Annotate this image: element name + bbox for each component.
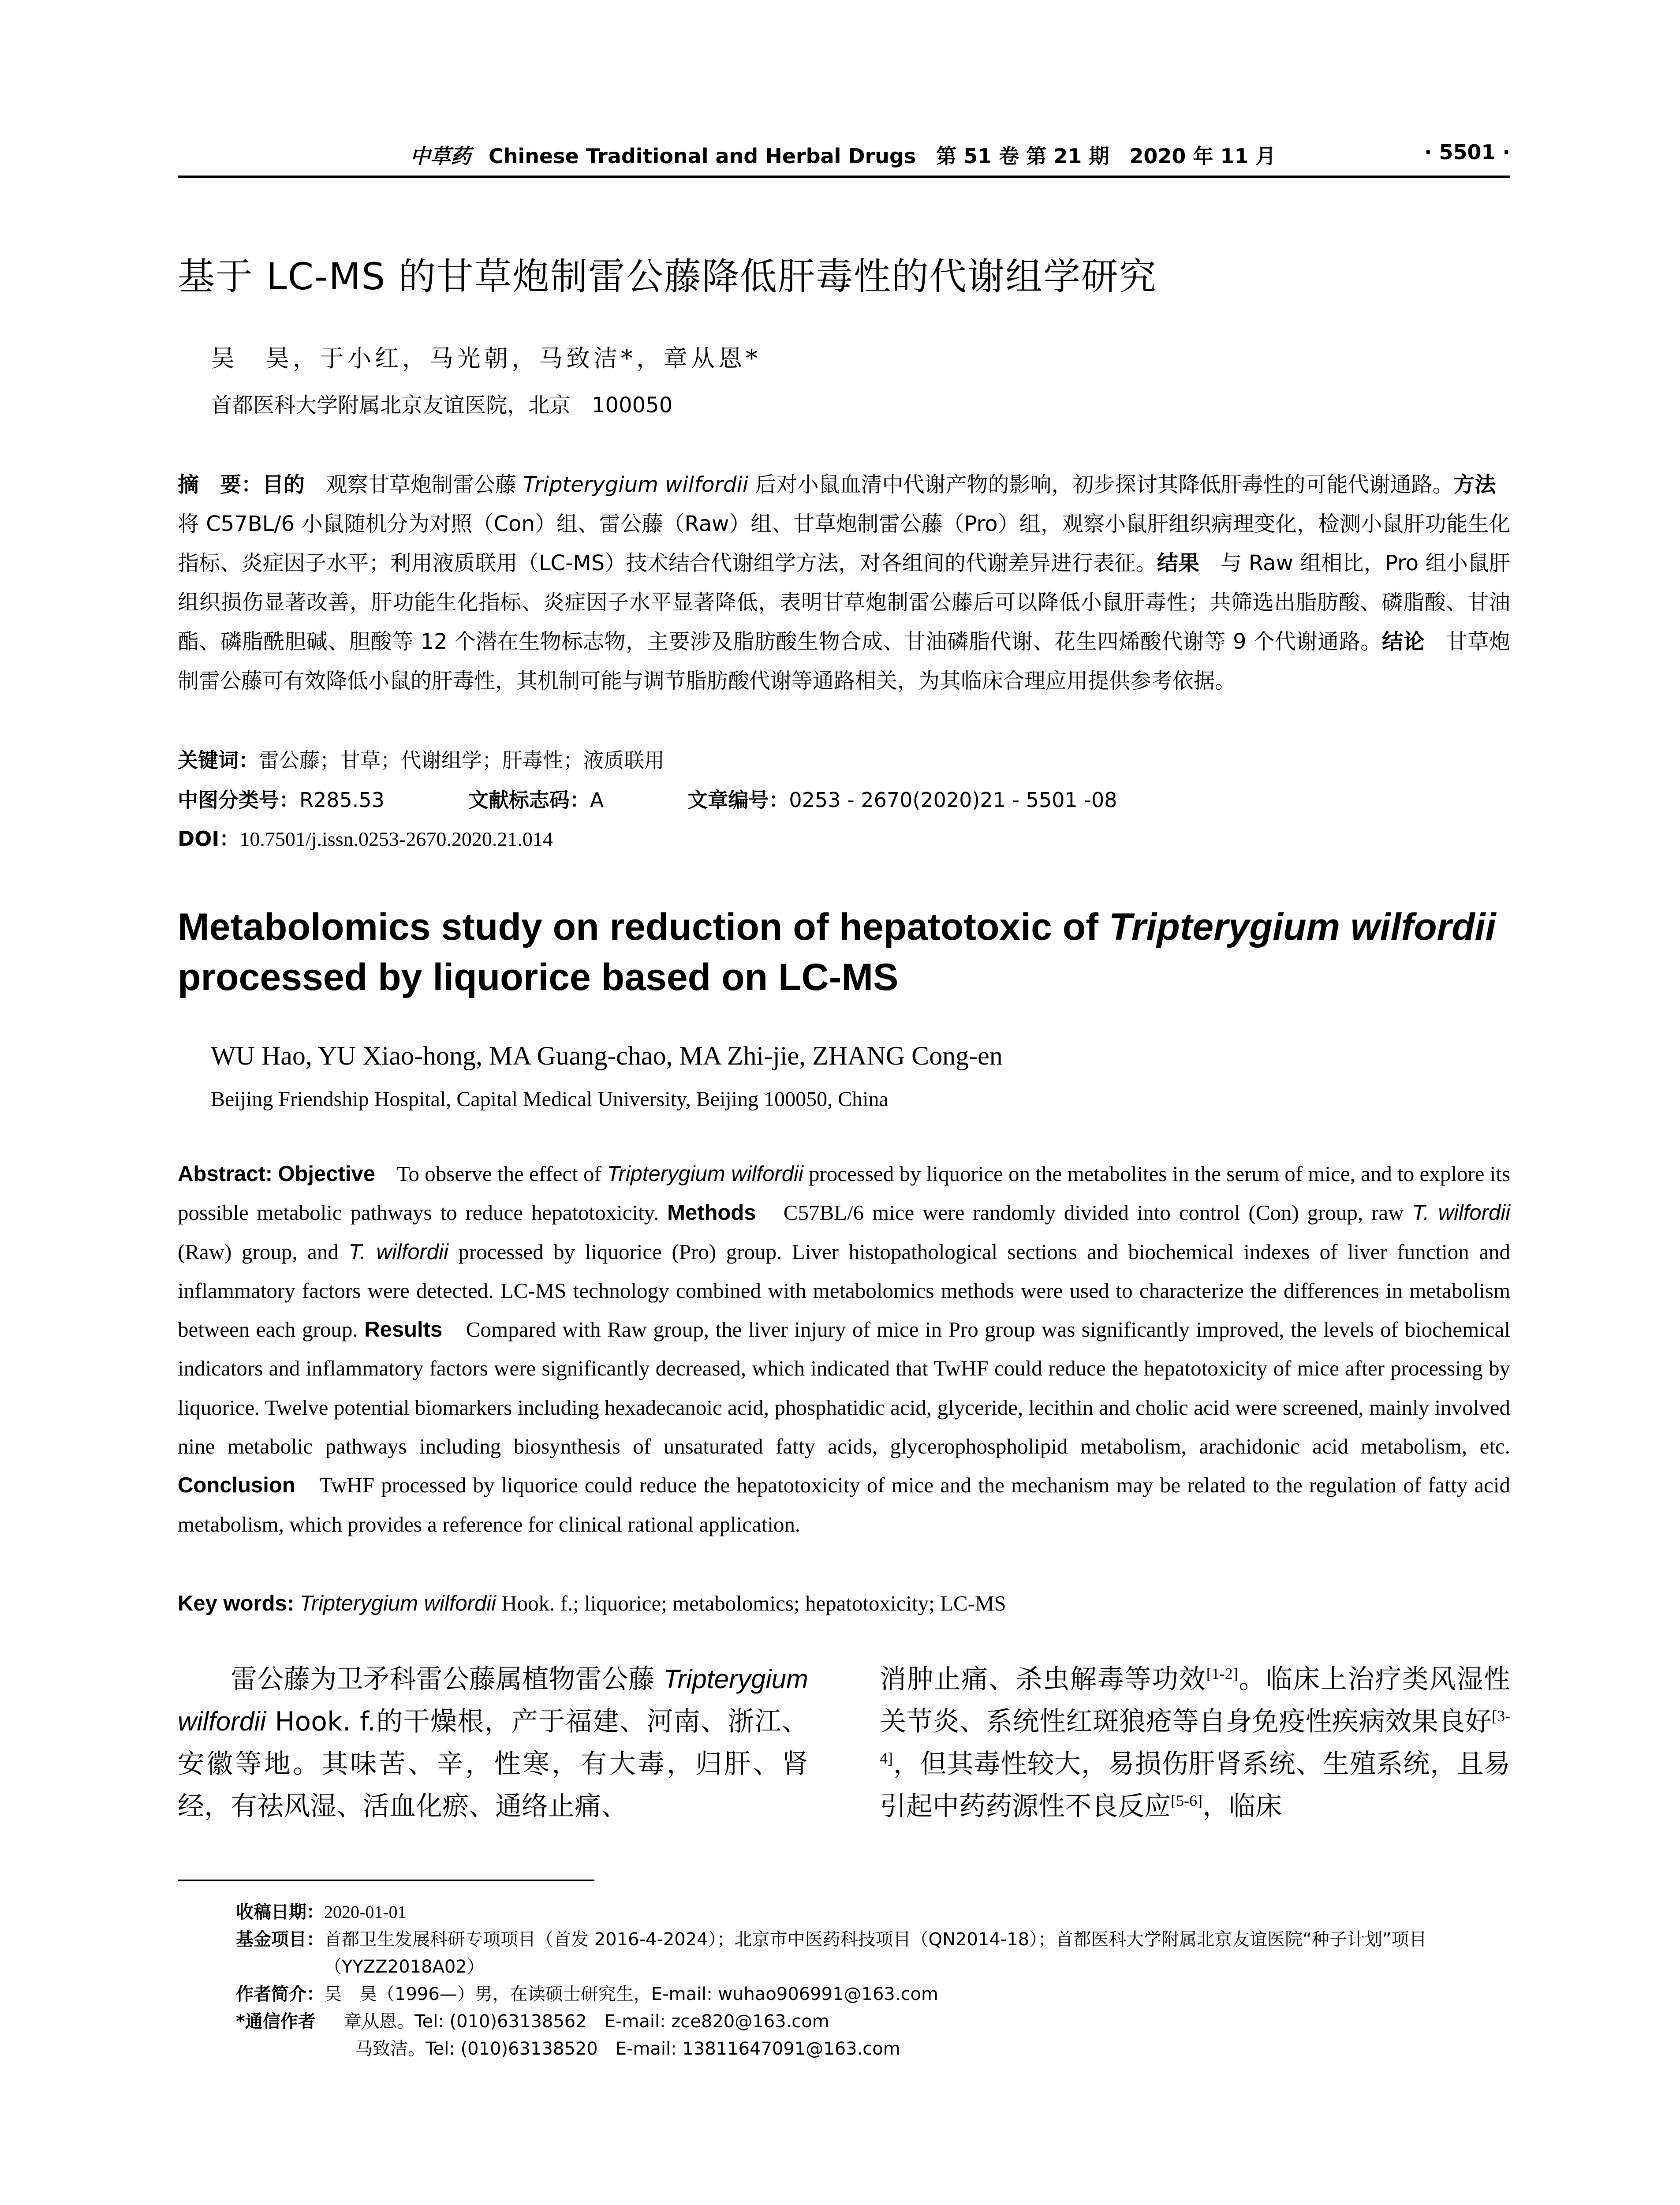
article-number-value: 0253 - 2670(2020)21 - 5501 -08 <box>789 788 1117 812</box>
affiliation-en: Beijing Friendship Hospital, Capital Medical University, Beijing 100050, China <box>211 1088 889 1111</box>
footnotes <box>236 1899 1510 2063</box>
abstract-en <box>178 1155 1510 1544</box>
footnote-received <box>236 1899 1510 1926</box>
citation-2: [3-4] <box>880 1707 1510 1767</box>
header-rule <box>178 176 1510 178</box>
objective-label-cn: 目的 <box>262 472 305 497</box>
title-en-latin: Tripterygium wilfordii <box>1109 906 1496 948</box>
keywords-text-cn: 雷公藤；甘草；代谢组学；肝毒性；液质联用 <box>259 748 665 772</box>
methods-label-cn: 方法 <box>1453 472 1496 497</box>
methods-label-en: Methods <box>667 1201 756 1225</box>
methods-text-en-3: processed by liquorice (Pro) group. Liver histopathological sections and biochemical indexes of liver function and inflammatory factors were detected. LC-MS technology combined with metabolomics methods were used to characterize the differences in metabolism between each group. <box>178 1239 1510 1342</box>
footnote-corresponding <box>236 2008 1510 2035</box>
received-date: 2020-01-01 <box>324 1902 407 1922</box>
results-text-cn: 与 Raw 组相比，Pro 组小鼠肝组织损伤显著改善，肝功能生化指标、炎症因子水平显著降低，表明甘草炮制雷公藤后可以降低小鼠肝毒性；共筛选出脂肪酸、磷脂酸、甘油酯、磷脂酰胆碱、胆酸等 12 个潜在生物标志物，主要涉及脂肪酸生物合成、甘油磷脂代谢、花生四烯酸代谢等 9 个代谢通路。 <box>178 551 1510 654</box>
footnote-corresponding-2 <box>236 2035 1510 2063</box>
objective-text-en-2: processed by liquorice on the metabolites in the serum of mice, and to explore its possible metabolic pathways to reduce hepatotoxicity. <box>178 1162 1510 1225</box>
body-column-right <box>880 1658 1510 1828</box>
journal-volume-issue: Chinese Traditional and Herbal Drugs 第 51 卷 第 21 期 2020 年 11 月 <box>489 144 1276 168</box>
body-right-text-1: 消肿止痛、杀虫解毒等功效 <box>880 1664 1206 1695</box>
corresponding-2: 马致洁。Tel: (010)63138520 E-mail: 13811647091@163.com <box>355 2039 900 2059</box>
methods-text-cn: 将 C57BL/6 小鼠随机分为对照（Con）组、雷公藤（Raw）组、甘草炮制雷公藤（Pro）组，观察小鼠肝组织病理变化，检测小鼠肝功能生化指标、炎症因子水平；利用液质联用（LC-MS）技术结合代谢组学方法，对各组间的代谢差异进行表征。 <box>178 472 1517 576</box>
methods-text-en-2: (Raw) group, and <box>178 1239 349 1264</box>
author-text: 吴 昊（1996—）男，在读硕士研究生，E-mail: wuhao906991@163.com <box>324 1984 938 2004</box>
classification-line <box>178 784 1117 813</box>
results-text-en: Compared with Raw group, the liver injury of mice in Pro group was significantly improved, the levels of biochemical indicators and inflammatory factors were significantly decreased, which indicated that TwHF could reduce the hepatotoxicity of mice after processing by liquorice. Twelve potential biomarkers including hexadecanoic acid, phosphatidic acid, glyceride, lecithin and cholic acid were screened, mainly involved nine metabolic pathways including biosynthesis of unsaturated fatty acids, glycerophospholipid metabolism, arachidonic acid metabolism, etc. <box>178 1317 1510 1459</box>
objective-label-en: Objective <box>278 1162 375 1186</box>
author-label: 作者简介： <box>236 1984 324 2004</box>
results-label-cn: 结果 <box>1157 551 1200 576</box>
fund-label: 基金项目： <box>236 1929 324 1950</box>
objective-latin-cn: Tripterygium wilfordii <box>523 472 749 497</box>
corresponding-1: 章从恩。Tel: (010)63138562 E-mail: zce820@163.com <box>344 2011 829 2032</box>
page-number: · 5501 · <box>1424 140 1510 164</box>
body-right-text-4: ，临床 <box>1202 1791 1282 1822</box>
title-en-part-2: processed by liquorice based on LC-MS <box>178 956 899 998</box>
body-left-latin: Tripterygium wilfordii <box>178 1664 808 1736</box>
methods-latin-en-2: T. wilfordii <box>348 1240 448 1264</box>
objective-text-en: To observe the effect of <box>375 1162 607 1186</box>
conclusion-label-en: Conclusion <box>178 1473 295 1498</box>
footnote-rule <box>178 1880 594 1881</box>
doi-value: 10.7501/j.issn.0253-2670.2020.21.014 <box>239 828 553 850</box>
doi-label: DOI： <box>178 827 240 851</box>
citation-1: [1-2] <box>1206 1665 1238 1682</box>
body-column-left <box>178 1658 808 1828</box>
journal-name-cn: 中草药 <box>410 144 471 168</box>
affiliation-cn: 首都医科大学附属北京友谊医院，北京 100050 <box>211 393 673 418</box>
running-header <box>0 140 1680 171</box>
objective-text-cn-2: 后对小鼠血清中代谢产物的影响，初步探讨其降低肝毒性的可能代谢通路。 <box>748 472 1454 497</box>
authors-en: WU Hao, YU Xiao-hong, MA Guang-chao, MA Zhi-jie, ZHANG Cong-en <box>211 1041 1003 1070</box>
journal-info <box>410 140 1276 169</box>
received-label: 收稿日期： <box>236 1902 324 1922</box>
abstract-label-cn: 摘 要： <box>178 472 263 497</box>
objective-latin-en: Tripterygium wilfordii <box>607 1162 803 1186</box>
conclusion-text-cn: 甘草炮制雷公藤可有效降低小鼠的肝毒性，其机制可能与调节脂肪酸代谢等通路相关，为其临床合理应用提供参考依据。 <box>178 629 1510 693</box>
citation-3: [5-6] <box>1171 1792 1202 1809</box>
methods-latin-en-1: T. wilfordii <box>1412 1201 1510 1225</box>
footnote-author <box>236 1981 1510 2008</box>
conclusion-label-cn: 结论 <box>1381 629 1425 654</box>
doccode-value: A <box>590 788 604 812</box>
keywords-latin-en: Tripterygium wilfordii <box>299 1592 496 1615</box>
keywords-text-en: Hook. f.; liquorice; metabolomics; hepatotoxicity; LC-MS <box>496 1591 1006 1615</box>
clc-label: 中图分类号： <box>178 788 299 812</box>
keywords-label-en: Key words: <box>178 1592 295 1615</box>
authors-cn: 吴 昊，于小红，马光朝，马致洁*，章从恩* <box>211 344 761 372</box>
title-en-part-1: Metabolomics study on reduction of hepatotoxic of <box>178 906 1109 948</box>
abstract-label-en: Abstract: <box>178 1162 273 1186</box>
abstract-cn <box>178 465 1517 701</box>
results-label-en: Results <box>364 1318 443 1342</box>
body-right-text-2: 。临床上治疗类风湿性关节炎、系统性红斑狼疮等自身免疫性疾病效果良好 <box>880 1664 1511 1737</box>
doccode-label: 文献标志码： <box>468 788 590 812</box>
conclusion-text-en: TwHF processed by liquorice could reduce the hepatotoxicity of mice and the mechanism may be related to the regulation of fatty acid metabolism, which provides a reference for clinical rational application. <box>178 1473 1510 1536</box>
corresponding-label: *通信作者 <box>236 2011 316 2032</box>
body-left-text-1: 雷公藤为卫矛科雷公藤属植物雷公藤 <box>231 1664 664 1695</box>
fund-text: 首都卫生发展科研专项项目（首发 2016-4-2024）；北京市中医药科技项目（QN2014-18）；首都医科大学附属北京友谊医院“种子计划”项目（YYZZ2018A02） <box>324 1929 1427 1977</box>
title-en <box>178 902 1510 1002</box>
objective-text-cn: 观察甘草炮制雷公藤 <box>305 472 523 497</box>
footnote-fund <box>236 1926 1510 1981</box>
body-right-text-3: ，但其毒性较大，易损伤肝肾系统、生殖系统，且易引起中药药源性不良反应 <box>880 1749 1510 1822</box>
clc-value: R285.53 <box>299 788 385 812</box>
methods-text-en: C57BL/6 mice were randomly divided into control (Con) group, raw <box>756 1200 1412 1225</box>
article-number-label: 文章编号： <box>687 788 789 812</box>
keywords-cn <box>178 744 665 774</box>
keywords-label-cn: 关键词： <box>178 748 259 772</box>
keywords-en <box>178 1584 1510 1623</box>
doi-line <box>178 823 553 852</box>
title-cn: 基于 LC-MS 的甘草炮制雷公藤降低肝毒性的代谢组学研究 <box>178 255 1157 298</box>
body-left-text-2: Hook. f.的干燥根，产于福建、河南、浙江、安徽等地。其味苦、辛，性寒，有大毒，归肝、肾经，有祛风湿、活血化瘀、通络止痛、 <box>178 1706 808 1822</box>
